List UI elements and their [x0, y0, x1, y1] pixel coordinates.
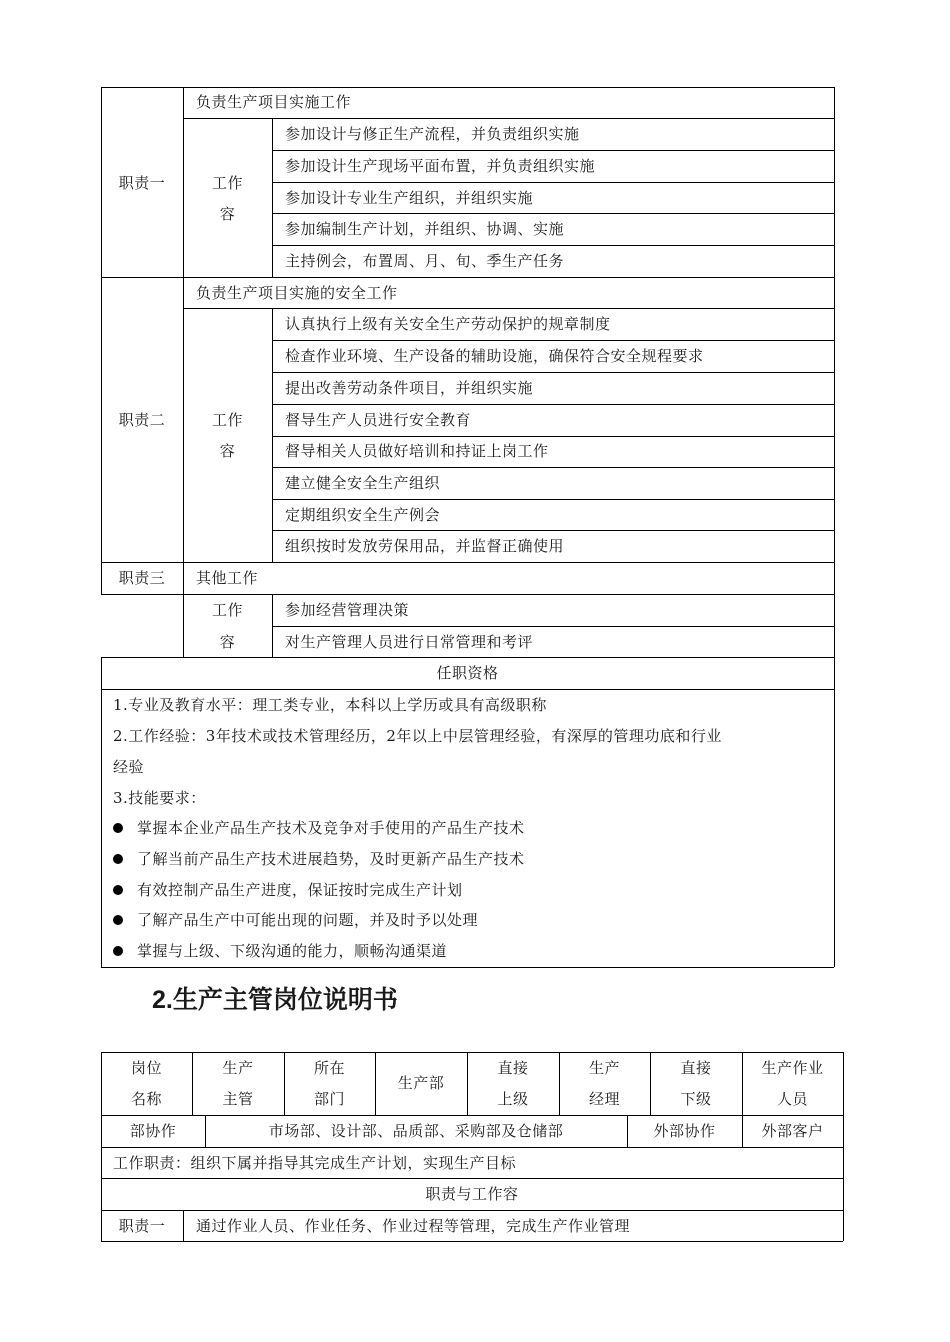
subordinate-label: 下级 — [680, 1090, 712, 1108]
table-rule — [272, 182, 834, 183]
superior-value: 生产 — [588, 1059, 620, 1077]
duty1-item: 参加设计专业生产组织，并组织实施 — [285, 189, 534, 207]
table-rule — [101, 657, 102, 967]
table-rule — [101, 689, 834, 690]
duty2-item: 督导生产人员进行安全教育 — [285, 411, 472, 429]
duty2-item: 定期组织安全生产例会 — [285, 506, 441, 524]
table-rule — [272, 404, 834, 405]
post-name-label: 名称 — [130, 1090, 162, 1108]
duty1-title: 负责生产项目实施工作 — [196, 93, 352, 111]
table-rule — [272, 530, 834, 531]
post-name-label: 岗位 — [130, 1059, 162, 1077]
table-rule — [272, 626, 834, 627]
table-rule — [272, 150, 834, 151]
duty2-item: 认真执行上级有关安全生产劳动保护的规章制度 — [285, 315, 611, 333]
qualification-line: 3.技能要求： — [113, 789, 206, 807]
duty2-item: 建立健全安全生产组织 — [285, 474, 441, 492]
duty3-title: 其他工作 — [196, 569, 259, 587]
duty2-content-label: 容 — [219, 442, 236, 460]
qualification-line: 2.工作经验：3年技术或技术管理经历，2年以上中层管理经验，有深厚的管理功底和行业 — [113, 727, 722, 745]
bullet-icon — [113, 823, 123, 833]
duty-summary: 工作职责：组织下属并指导其完成生产计划，实现生产目标 — [113, 1154, 517, 1172]
duty3-item: 参加经营管理决策 — [285, 601, 410, 619]
bullet-icon — [113, 885, 123, 895]
duty1-text: 通过作业人员、作业任务、作业过程等管理，完成生产作业管理 — [196, 1217, 631, 1235]
internal-collab-value: 市场部、设计部、品质部、采购部及仓储部 — [268, 1122, 564, 1140]
external-collab-value: 外部客户 — [761, 1122, 824, 1140]
duty2-item: 督导相关人员做好培训和持证上岗工作 — [285, 442, 549, 460]
table-rule — [101, 967, 834, 968]
duty1-content-label: 容 — [219, 205, 236, 223]
table-rule — [101, 594, 834, 595]
skill-item: 有效控制产品生产进度，保证按时完成生产计划 — [137, 881, 463, 899]
skill-item: 了解产品生产中可能出现的问题，并及时予以处理 — [137, 911, 479, 929]
duty3-item: 对生产管理人员进行日常管理和考评 — [285, 633, 534, 651]
skill-item: 了解当前产品生产技术进展趋势，及时更新产品生产技术 — [137, 850, 525, 868]
subordinate-value: 生产作业 — [761, 1059, 824, 1077]
skill-item: 掌握与上级、下级沟通的能力，顺畅沟通渠道 — [137, 942, 448, 960]
table-rule — [101, 1052, 102, 1241]
duty1-item: 主持例会，布置周、月、旬、季生产任务 — [285, 252, 565, 270]
department-label: 部门 — [313, 1090, 345, 1108]
bullet-icon — [113, 854, 123, 864]
superior-value: 经理 — [588, 1090, 620, 1108]
duty1-item: 参加设计生产现场平面布置，并负责组织实施 — [285, 157, 596, 175]
table-rule — [101, 657, 834, 658]
superior-label: 上级 — [497, 1090, 529, 1108]
duty2-title: 负责生产项目实施的安全工作 — [196, 284, 398, 302]
superior-label: 直接 — [497, 1059, 529, 1077]
qualification-line: 经验 — [113, 758, 145, 776]
duty2-item: 组织按时发放劳保用品，并监督正确使用 — [285, 537, 565, 555]
external-collab-label: 外部协作 — [653, 1122, 716, 1140]
table-rule — [272, 245, 834, 246]
duty1-label: 职责一 — [118, 1217, 166, 1235]
table-rule — [101, 1241, 843, 1242]
duty1-label: 职责一 — [118, 174, 166, 192]
post-name-value: 生产 — [222, 1059, 254, 1077]
table-rule — [101, 277, 834, 278]
table-rule — [101, 1178, 843, 1179]
section-heading: 2.生产主管岗位说明书 — [152, 986, 398, 1014]
duty2-item: 提出改善劳动条件项目，并组织实施 — [285, 379, 534, 397]
table-rule — [272, 308, 273, 562]
duty3-content-label: 容 — [219, 633, 236, 651]
qualifications-header: 任职资格 — [436, 664, 499, 682]
internal-collab-label: 部协作 — [129, 1122, 177, 1140]
duty1-item: 参加编制生产计划，并组织、协调、实施 — [285, 220, 565, 238]
table-rule — [272, 213, 834, 214]
duty2-item: 检查作业环境、生产设备的辅助设施，确保符合安全规程要求 — [285, 347, 704, 365]
table-rule — [101, 87, 102, 594]
table-rule — [272, 499, 834, 500]
duty3-content-label: 工作 — [211, 601, 243, 619]
table-rule — [183, 1210, 184, 1241]
table-rule — [101, 1147, 843, 1148]
department-label: 所在 — [313, 1059, 345, 1077]
table-rule — [101, 1115, 843, 1116]
duty2-label: 职责二 — [118, 411, 166, 429]
table-rule — [843, 1052, 844, 1241]
duty1-item: 参加设计与修正生产流程，并负责组织实施 — [285, 125, 580, 143]
duties-header: 职责与工作容 — [425, 1185, 519, 1203]
table-rule — [272, 372, 834, 373]
table-rule — [272, 467, 834, 468]
table-rule — [272, 118, 273, 277]
bullet-icon — [113, 946, 123, 956]
subordinate-value: 人员 — [776, 1090, 808, 1108]
table-rule — [834, 87, 835, 967]
table-rule — [101, 1052, 843, 1053]
qualification-line: 1.专业及教育水平：理工类专业，本科以上学历或具有高级职称 — [113, 696, 547, 714]
table-rule — [101, 87, 834, 88]
skill-item: 掌握本企业产品生产技术及竞争对手使用的产品生产技术 — [137, 819, 525, 837]
table-rule — [101, 1210, 843, 1211]
duty3-label: 职责三 — [118, 569, 166, 587]
table-rule — [101, 562, 834, 563]
table-rule — [272, 436, 834, 437]
table-rule — [183, 308, 834, 309]
table-rule — [272, 594, 273, 657]
table-rule — [272, 340, 834, 341]
department-value: 生产部 — [397, 1074, 445, 1092]
duty1-content-label: 工作 — [211, 174, 243, 192]
subordinate-label: 直接 — [680, 1059, 712, 1077]
post-name-value: 主管 — [222, 1090, 254, 1108]
table-rule — [183, 118, 834, 119]
duty2-content-label: 工作 — [211, 411, 243, 429]
bullet-icon — [113, 915, 123, 925]
